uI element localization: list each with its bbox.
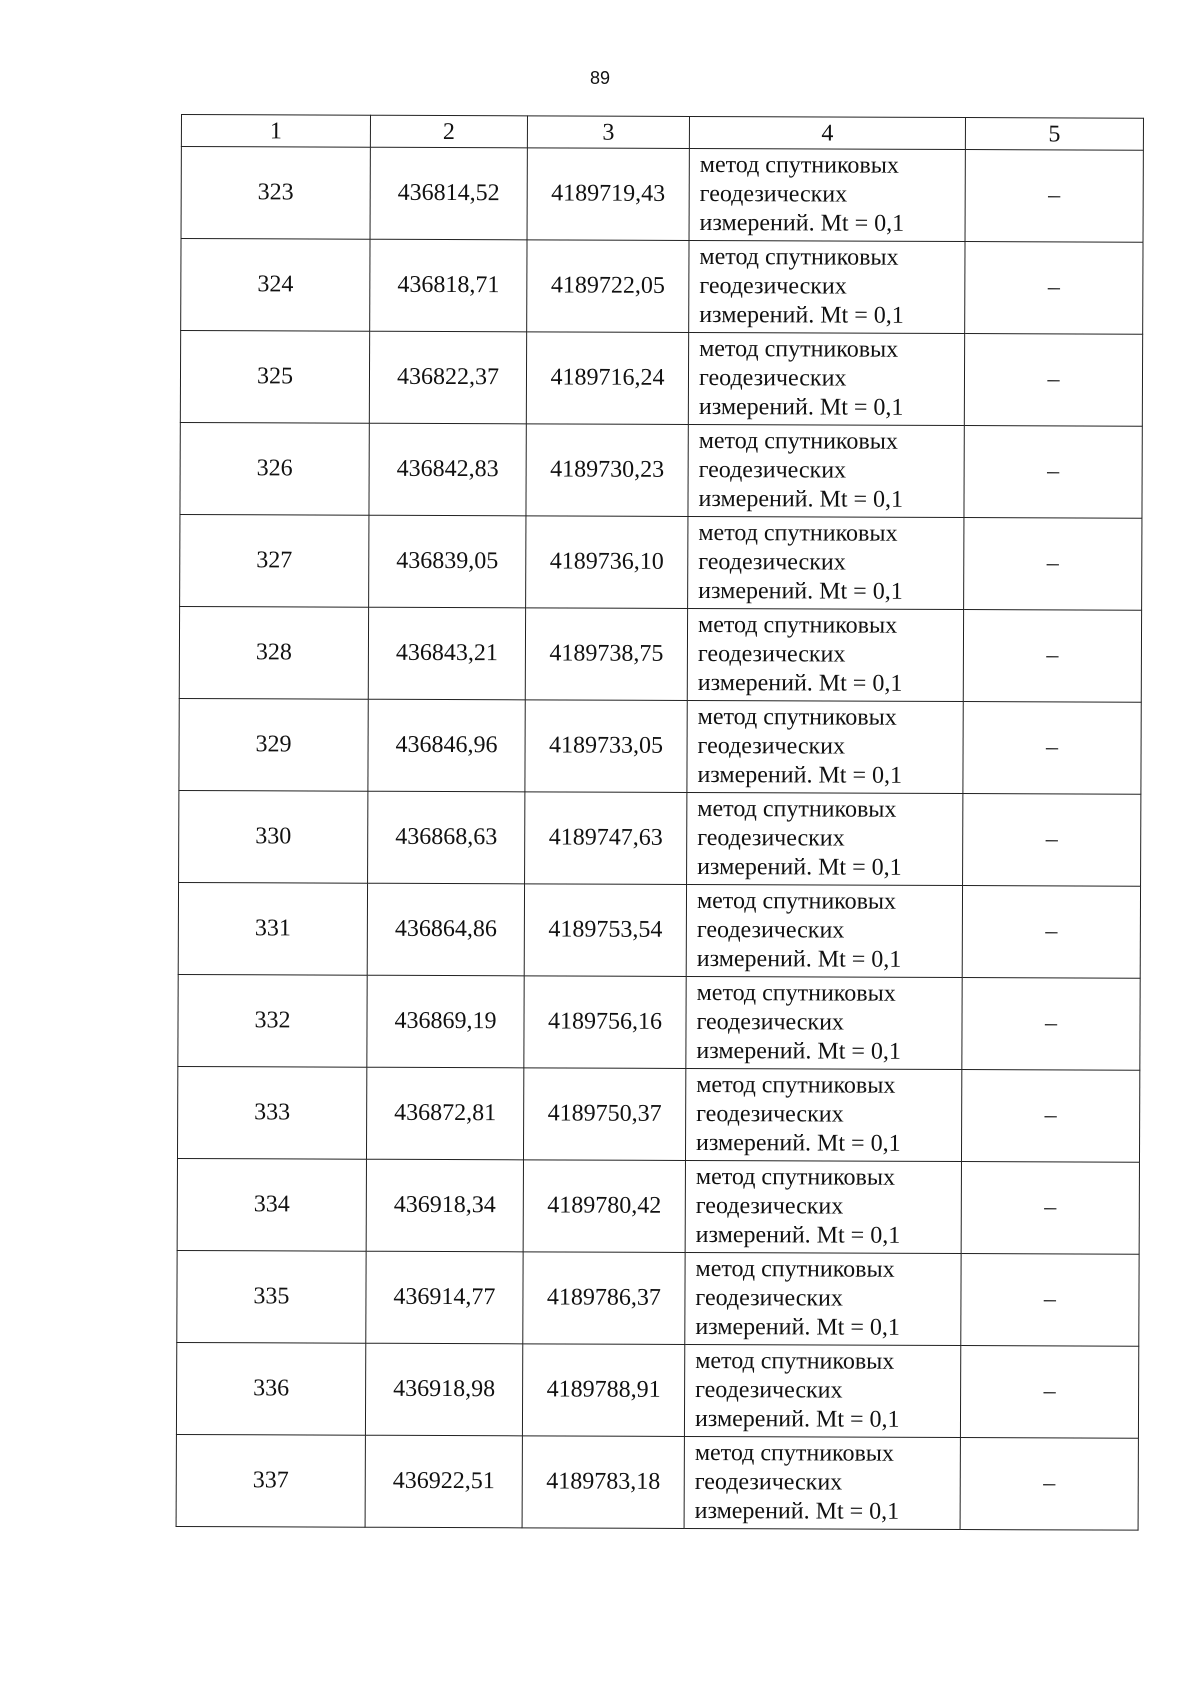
x-coordinate-cell: 436843,21 bbox=[368, 607, 525, 700]
x-coordinate-cell: 436818,71 bbox=[370, 239, 527, 332]
x-coordinate-cell: 436869,19 bbox=[367, 975, 524, 1068]
header-col-2: 2 bbox=[370, 115, 527, 148]
y-coordinate-cell: 4189788,91 bbox=[522, 1344, 684, 1437]
note-cell: – bbox=[960, 1346, 1138, 1439]
table-row bbox=[180, 514, 1142, 610]
method-cell: метод спутниковых геодезических измерений. Mt = 0,1 bbox=[687, 608, 963, 701]
note-cell: – bbox=[964, 426, 1142, 519]
y-coordinate-cell: 4189722,05 bbox=[527, 240, 689, 333]
y-coordinate-cell: 4189750,37 bbox=[523, 1068, 685, 1161]
method-cell: метод спутниковых геодезических измерений. Mt = 0,1 bbox=[686, 884, 962, 977]
x-coordinate-cell: 436922,51 bbox=[365, 1435, 522, 1528]
x-coordinate-cell: 436822,37 bbox=[369, 331, 526, 424]
page-number: 89 bbox=[589, 68, 611, 88]
method-cell: метод спутниковых геодезических измерений. Mt = 0,1 bbox=[688, 332, 964, 425]
y-coordinate-cell: 4189730,23 bbox=[526, 424, 688, 517]
table-row bbox=[179, 698, 1141, 794]
y-coordinate-cell: 4189719,43 bbox=[527, 148, 689, 241]
coordinates-table bbox=[176, 114, 1144, 1531]
table-row bbox=[176, 1434, 1138, 1530]
method-cell: метод спутниковых геодезических измерений. Mt = 0,1 bbox=[686, 976, 962, 1069]
note-cell: – bbox=[961, 1162, 1139, 1255]
table-header bbox=[181, 115, 1143, 151]
method-cell: метод спутниковых геодезических измерений. Mt = 0,1 bbox=[687, 792, 963, 885]
note-cell: – bbox=[962, 978, 1140, 1071]
point-number-cell: 325 bbox=[180, 331, 369, 424]
header-col-5: 5 bbox=[965, 118, 1143, 151]
point-number-cell: 337 bbox=[176, 1434, 365, 1527]
point-number-cell: 336 bbox=[176, 1342, 365, 1435]
note-cell: – bbox=[964, 334, 1142, 427]
method-cell: метод спутниковых геодезических измерений. Mt = 0,1 bbox=[688, 516, 964, 609]
header-col-4: 4 bbox=[689, 116, 965, 149]
table-row bbox=[181, 147, 1143, 243]
method-cell: метод спутниковых геодезических измерений. Mt = 0,1 bbox=[685, 1252, 961, 1345]
point-number-cell: 328 bbox=[179, 606, 368, 699]
note-cell: – bbox=[963, 610, 1141, 703]
method-cell: метод спутниковых геодезических измерений. Mt = 0,1 bbox=[684, 1436, 960, 1529]
y-coordinate-cell: 4189716,24 bbox=[526, 332, 688, 425]
x-coordinate-cell: 436914,77 bbox=[366, 1251, 523, 1344]
method-cell: метод спутниковых геодезических измерений. Mt = 0,1 bbox=[684, 1344, 960, 1437]
note-cell: – bbox=[961, 1254, 1139, 1347]
note-cell: – bbox=[963, 702, 1141, 795]
y-coordinate-cell: 4189756,16 bbox=[524, 976, 686, 1069]
note-cell: – bbox=[965, 242, 1143, 335]
y-coordinate-cell: 4189753,54 bbox=[524, 884, 686, 977]
y-coordinate-cell: 4189738,75 bbox=[525, 608, 687, 701]
table-row bbox=[177, 1066, 1139, 1162]
table-row bbox=[176, 1342, 1138, 1438]
header-row bbox=[181, 115, 1143, 151]
method-cell: метод спутниковых геодезических измерений. Mt = 0,1 bbox=[685, 1160, 961, 1253]
point-number-cell: 331 bbox=[178, 882, 367, 975]
header-col-1: 1 bbox=[181, 115, 370, 148]
table-row bbox=[177, 1158, 1139, 1254]
x-coordinate-cell: 436918,98 bbox=[365, 1343, 522, 1436]
note-cell: – bbox=[961, 1070, 1139, 1163]
note-cell: – bbox=[962, 886, 1140, 979]
x-coordinate-cell: 436846,96 bbox=[368, 699, 525, 792]
point-number-cell: 327 bbox=[180, 514, 369, 607]
x-coordinate-cell: 436918,34 bbox=[366, 1159, 523, 1252]
y-coordinate-cell: 4189780,42 bbox=[523, 1160, 685, 1253]
method-cell: метод спутниковых геодезических измерений. Mt = 0,1 bbox=[685, 1068, 961, 1161]
note-cell: – bbox=[960, 1438, 1138, 1531]
point-number-cell: 324 bbox=[181, 239, 370, 332]
point-number-cell: 333 bbox=[177, 1066, 366, 1159]
x-coordinate-cell: 436839,05 bbox=[369, 515, 526, 608]
table-row bbox=[178, 974, 1140, 1070]
point-number-cell: 329 bbox=[179, 698, 368, 791]
note-cell: – bbox=[963, 794, 1141, 887]
table-row bbox=[181, 239, 1143, 335]
x-coordinate-cell: 436864,86 bbox=[367, 883, 524, 976]
method-cell: метод спутниковых геодезических измерений. Mt = 0,1 bbox=[689, 148, 965, 241]
point-number-cell: 334 bbox=[177, 1158, 366, 1251]
table-row bbox=[177, 1250, 1139, 1346]
note-cell: – bbox=[964, 518, 1142, 611]
point-number-cell: 335 bbox=[177, 1250, 366, 1343]
x-coordinate-cell: 436872,81 bbox=[366, 1067, 523, 1160]
method-cell: метод спутниковых геодезических измерений. Mt = 0,1 bbox=[689, 240, 965, 333]
table-row bbox=[178, 882, 1140, 978]
method-cell: метод спутниковых геодезических измерений. Mt = 0,1 bbox=[687, 700, 963, 793]
y-coordinate-cell: 4189747,63 bbox=[525, 792, 687, 885]
x-coordinate-cell: 436868,63 bbox=[368, 791, 525, 884]
method-cell: метод спутниковых геодезических измерений. Mt = 0,1 bbox=[688, 424, 964, 517]
x-coordinate-cell: 436842,83 bbox=[369, 423, 526, 516]
y-coordinate-cell: 4189736,10 bbox=[526, 516, 688, 609]
point-number-cell: 326 bbox=[180, 422, 369, 515]
y-coordinate-cell: 4189786,37 bbox=[523, 1252, 685, 1345]
table-row bbox=[179, 790, 1141, 886]
x-coordinate-cell: 436814,52 bbox=[370, 147, 527, 240]
table-row bbox=[179, 606, 1141, 702]
point-number-cell: 330 bbox=[179, 790, 368, 883]
y-coordinate-cell: 4189733,05 bbox=[525, 700, 687, 793]
table-row bbox=[180, 331, 1142, 427]
point-number-cell: 332 bbox=[178, 974, 367, 1067]
point-number-cell: 323 bbox=[181, 147, 370, 240]
header-col-3: 3 bbox=[527, 116, 689, 149]
table-row bbox=[180, 422, 1142, 518]
note-cell: – bbox=[965, 150, 1143, 243]
table-body bbox=[176, 147, 1143, 1531]
y-coordinate-cell: 4189783,18 bbox=[522, 1436, 684, 1529]
